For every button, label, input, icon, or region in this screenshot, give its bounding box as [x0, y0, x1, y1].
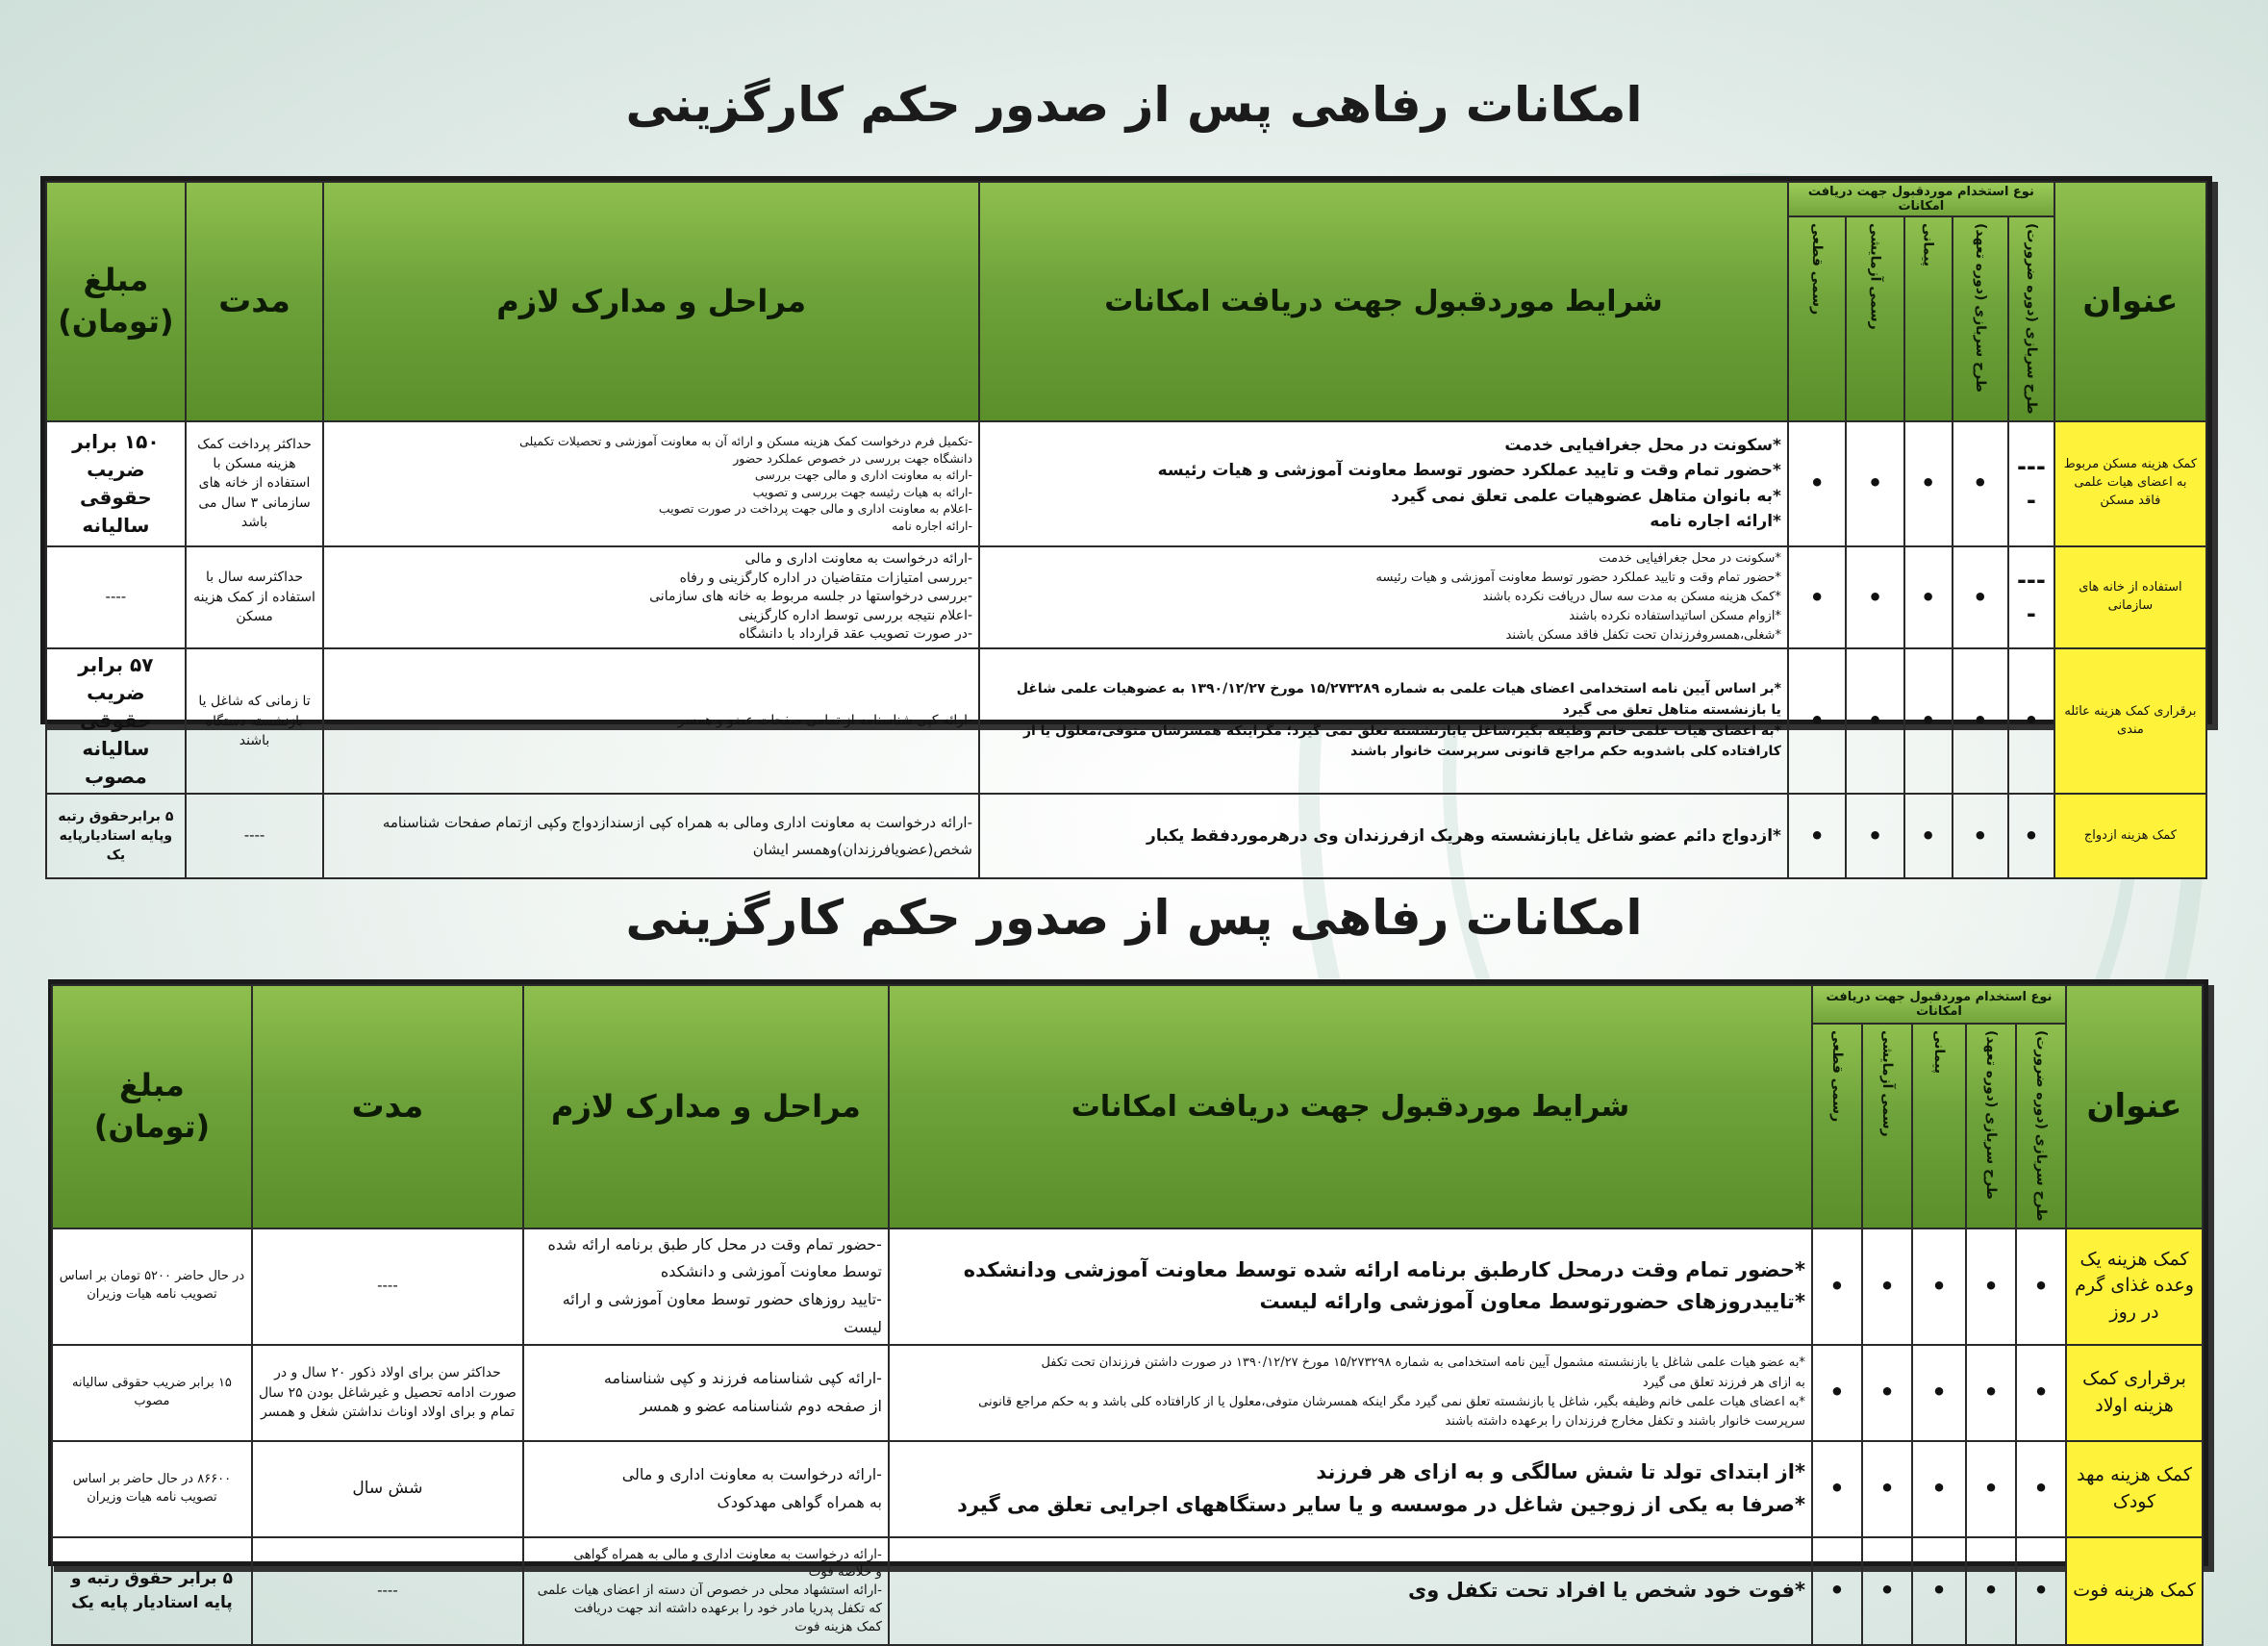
stage-line: -تکمیل فرم درخواست کمک هزینه مسکن و ارائه آن به معاونت آموزشی و تحصیلات تکمیلی — [519, 434, 973, 449]
condition-line: *بر اساس آیین نامه استخدامی اعضای هیات علمی به شماره ۱۵/۲۷۳۲۸۹ مورخ ۱۳۹۰/۱۲/۲۷ به عضوهیات علمی شاغل — [1016, 681, 1781, 697]
condition-line: *شغلی،همسروفرزندان تحت تکفل فاقد مسکن باشند — [1505, 628, 1781, 644]
row-stages — [523, 1345, 889, 1441]
header-amount: مبلغ (تومان) — [46, 182, 186, 421]
row-conditions — [979, 648, 1788, 794]
stage-line: -ارائه کپی شناسنامه از تمامی صفحات عضو و همسر — [677, 712, 973, 728]
row-mark: • — [1862, 1228, 1912, 1345]
welfare-table-1 — [40, 176, 2212, 864]
header-conditions: شرایط موردقبول جهت دریافت امکانات — [889, 985, 1812, 1228]
header-type-permanent: رسمی قطعی — [1788, 216, 1846, 421]
stage-line: و خلاصه فوت — [808, 1564, 882, 1581]
row-title: استفاده از خانه های سازمانی — [2054, 546, 2206, 649]
stage-line: -بررسی درخواستها در جلسه مربوط به خانه های سازمانی — [649, 589, 973, 605]
row-mark: • — [1812, 1537, 1862, 1645]
row-stages — [523, 1228, 889, 1345]
row-stages — [323, 794, 979, 878]
row-mark: • — [1788, 421, 1846, 546]
row-mark: • — [1862, 1441, 1912, 1537]
header-type-conscription-commitment: طرح سربازی (دوره تعهد) — [1953, 216, 2008, 421]
row-mark: • — [1912, 1345, 1966, 1441]
header-type-conscription-service: طرح سربازی (دوره ضرورت) — [2008, 216, 2054, 421]
row-mark: • — [1904, 546, 1953, 649]
row-conditions — [979, 794, 1788, 878]
condition-line: *از ابتدای تولد تا شش سالگی و به ازای هر فرزند — [1316, 1460, 1805, 1484]
header-type-permanent: رسمی قطعی — [1812, 1024, 1862, 1228]
row-mark: • — [1862, 1345, 1912, 1441]
row-mark: • — [1966, 1441, 2016, 1537]
header-title: عنوان — [2066, 985, 2203, 1228]
row-mark: • — [1846, 546, 1903, 649]
condition-line: *حضور تمام وقت درمحل کارطبق برنامه ارائه شده توسط معاونت آموزشی ودانشکده — [963, 1257, 1805, 1281]
row-conditions — [889, 1441, 1812, 1537]
row-title: کمک هزینه یک وعده غذای گرم در روز — [2066, 1228, 2203, 1345]
row-mark: • — [1912, 1537, 1966, 1645]
row-mark: • — [1812, 1345, 1862, 1441]
stage-line: -در صورت تصویب عقد قرارداد با دانشگاه — [739, 626, 973, 643]
row-mark: • — [1812, 1441, 1862, 1537]
section-1-title: امکانات رفاهی پس از صدور حکم کارگزینی — [625, 77, 1643, 133]
stage-line: -تایید روزهای حضور توسط معاون آموزشی و ارائه لیست — [562, 1290, 882, 1336]
stage-line: به همراه گواهی مهدکودک — [717, 1492, 882, 1511]
row-amount: ---- — [46, 546, 186, 649]
row-mark: • — [1912, 1228, 1966, 1345]
row-mark: • — [2008, 794, 2054, 878]
table-row — [46, 794, 2206, 878]
row-conditions — [889, 1345, 1812, 1441]
stage-line: -ارائه درخواست به معاونت اداری و مالی — [621, 1464, 882, 1483]
condition-line: *صرفا به یکی از زوجین شاغل در موسسه و یا سایر دستگاههای اجرایی تعلق می گیرد — [957, 1492, 1805, 1516]
condition-line: سرپرست خانوار باشند و تکفل مخارج فرزندان را برعهده داشته باشند — [1445, 1413, 1805, 1429]
row-mark: • — [1904, 794, 1953, 878]
row-mark: • — [1788, 794, 1846, 878]
table-row — [52, 1441, 2203, 1537]
row-duration: تا زمانی که شاغل یا بازنشسته دستگاه باشند — [186, 648, 324, 794]
row-mark: • — [1966, 1345, 2016, 1441]
row-mark: ---- — [2008, 421, 2054, 546]
condition-line: *به اعضای هیات علمی خانم وظیفه بگیر،شاغل یابازنشسته تعلق نمی گیرد؛ مگراینکه همسرشان متوفی،معلول یا از — [1022, 722, 1781, 739]
row-amount: ۱۵۰ برابر ضریب حقوقی سالیانه — [46, 421, 186, 546]
stage-line: شخص(عضویافرزندان)وهمسر ایشان — [752, 841, 973, 859]
row-mark: • — [2008, 648, 2054, 794]
table-row — [52, 1228, 2203, 1345]
table-row — [52, 1345, 2203, 1441]
row-stages — [323, 421, 979, 546]
row-mark: • — [1846, 794, 1903, 878]
row-mark: • — [1953, 421, 2008, 546]
row-amount: ۵۷ برابر ضریب حقوقی سالیانه مصوب — [46, 648, 186, 794]
row-conditions — [889, 1228, 1812, 1345]
stage-line: از صفحه دوم شناسنامه عضو و همسر — [640, 1396, 882, 1415]
header-employment-group: نوع استخدام موردقبول جهت دریافت امکانات — [1812, 985, 2066, 1024]
row-mark: • — [1788, 546, 1846, 649]
row-title: برقراری کمک هزینه عائله مندی — [2054, 648, 2206, 794]
row-mark: • — [1812, 1228, 1862, 1345]
row-title: کمک هزینه فوت — [2066, 1537, 2203, 1645]
row-mark: • — [1953, 546, 2008, 649]
condition-line: یا بازنشسته متاهل تعلق می گیرد — [1562, 702, 1781, 719]
row-amount: ۸۶۶۰۰ در حال حاضر بر اساس تصویب نامه هیات وزیران — [52, 1441, 252, 1537]
row-conditions — [889, 1537, 1812, 1645]
condition-line: *به عضو هیات علمی شاغل یا بازنشسته مشمول آیین نامه استخدامی به شماره ۱۵/۲۷۳۲۹۸ مورخ ۱۳۹۰/۱۲/۲۷ در صورت داشتن فرزندان تحت تکفل — [1041, 1355, 1805, 1371]
condition-line: *سکونت در محل جغرافیایی خدمت — [1599, 550, 1781, 566]
row-mark: • — [1912, 1441, 1966, 1537]
row-mark: • — [1862, 1537, 1912, 1645]
stage-line: -ارائه اجاره نامه — [892, 518, 973, 533]
condition-line: کارافتاده کلی باشدوبه حکم مراجع قانونی سرپرست خانوار باشند — [1349, 744, 1781, 760]
row-mark: • — [1904, 648, 1953, 794]
row-duration: حداکثرسه سال با استفاده از کمک هزینه مسکن — [186, 546, 324, 649]
stage-line: -ارائه کپی شناسنامه فرزند و کپی شناسنامه — [603, 1368, 882, 1387]
header-type-probationary: رسمی آزمایشی — [1846, 216, 1903, 421]
table-row — [46, 421, 2206, 546]
header-title: عنوان — [2054, 182, 2206, 421]
row-stages — [523, 1537, 889, 1645]
row-duration: ---- — [186, 794, 324, 878]
row-title: کمک هزینه مسکن مربوط به اعضای هیات علمی فاقد مسکن — [2054, 421, 2206, 546]
stage-line: توسط معاونت آموزشی و دانشکده — [660, 1262, 882, 1281]
row-title: برقراری کمک هزینه اولاد — [2066, 1345, 2203, 1441]
welfare-table-2 — [48, 979, 2208, 1635]
stage-line: -بررسی امتیازات متقاضیان در اداره کارگزینی و رفاه — [679, 570, 973, 586]
row-duration: حداکثر سن برای اولاد ذکور ۲۰ سال و در صورت ادامه تحصیل و غیرشاغل بودن ۲۵ سال تمام و برای اولاد اوناث نداشتن شغل و همسر — [252, 1345, 523, 1441]
row-conditions — [979, 421, 1788, 546]
header-conditions: شرایط موردقبول جهت دریافت امکانات — [979, 182, 1788, 421]
header-stages: مراحل و مدارک لازم — [323, 182, 979, 421]
header-type-conscription-commitment: طرح سربازی (دوره تعهد) — [1966, 1024, 2016, 1228]
header-type-contractual: پیمانی — [1904, 216, 1953, 421]
row-mark: • — [1953, 794, 2008, 878]
stage-line: که تکفل پدریا مادر خود را برعهده داشته اند جهت دریافت — [573, 1601, 882, 1617]
table-row — [46, 546, 2206, 649]
row-title: کمک هزینه مهد کودک — [2066, 1441, 2203, 1537]
section-2-title: امکانات رفاهی پس از صدور حکم کارگزینی — [625, 890, 1643, 946]
row-mark: • — [2016, 1441, 2066, 1537]
row-mark: • — [2016, 1537, 2066, 1645]
row-stages — [523, 1441, 889, 1537]
row-mark: • — [1953, 648, 2008, 794]
row-duration: شش سال — [252, 1441, 523, 1537]
row-duration: ---- — [252, 1228, 523, 1345]
header-duration: مدت — [186, 182, 324, 421]
stage-line: -ارائه به معاونت اداری و مالی جهت بررسی — [754, 468, 973, 483]
row-mark: • — [1788, 648, 1846, 794]
row-duration: ---- — [252, 1537, 523, 1645]
row-mark: • — [1904, 421, 1953, 546]
header-type-contractual: پیمانی — [1912, 1024, 1966, 1228]
table-row — [46, 648, 2206, 794]
row-stages — [323, 648, 979, 794]
condition-line: *ازدواج دائم عضو شاغل یابازنشسته وهریک ازفرزندان وی درهرموردفقط یکبار — [1147, 826, 1781, 847]
condition-line: *کمک هزینه مسکن به مدت سه سال دریافت نکرده باشند — [1482, 589, 1781, 604]
condition-line: *فوت خود شخص یا افراد تحت تکفل وی — [1407, 1578, 1805, 1602]
condition-line: *ازوام مسکن اساتیداستفاده نکرده باشند — [1569, 609, 1781, 623]
header-type-conscription-service: طرح سربازی (دوره ضرورت) — [2016, 1024, 2066, 1228]
condition-line: *سکونت در محل جغرافیایی خدمت — [1504, 435, 1781, 455]
stage-line: -ارائه درخواست به معاونت اداری و مالی به همراه گواهی — [573, 1546, 882, 1562]
row-mark: ---- — [2008, 546, 2054, 649]
row-duration: حداکثر پرداخت کمک هزینه مسکن با استفاده از خانه های سازمانی ۳ سال می باشد — [186, 421, 324, 546]
stage-line: -اعلام به معاونت اداری و مالی جهت پرداخت در صورت تصویب — [658, 501, 973, 517]
stage-line: -اعلام نتیجه بررسی توسط اداره کارگزینی — [738, 607, 973, 623]
header-stages: مراحل و مدارک لازم — [523, 985, 889, 1228]
stage-line: -حضور تمام وقت در محل کار طبق برنامه ارائه شده — [547, 1234, 882, 1253]
condition-line: *به اعضای هیات علمی خانم وظیفه بگیر، شاغل یا بازنشسته تعلق نمی گیرد مگر اینکه همسرشان متوفی،معلول یا از کارافتاده کلی باشد و به حکم مراجع قانونی — [978, 1394, 1805, 1409]
condition-line: *تاییدروزهای حضورتوسط معاون آموزشی وارائه لیست — [1259, 1290, 1805, 1314]
row-mark: • — [1966, 1228, 2016, 1345]
row-amount: ۱۵ برابر ضریب حقوقی سالیانه مصوب — [52, 1345, 252, 1441]
header-amount: مبلغ (تومان) — [52, 985, 252, 1228]
row-mark: • — [2016, 1228, 2066, 1345]
header-duration: مدت — [252, 985, 523, 1228]
row-mark: • — [1966, 1537, 2016, 1645]
stage-line: کمک هزینه فوت — [794, 1619, 882, 1635]
condition-line: *حضور تمام وقت و تایید عملکرد حضور توسط معاونت آموزشی و هیات رئیسه — [1157, 461, 1781, 481]
row-amount: ۵ برابرحقوق رتبه وپایه استادیارپایه یک — [46, 794, 186, 878]
stage-line: -ارائه استشهاد محلی در خصوص آن دسته از اعضای هیات علمی — [537, 1583, 882, 1599]
stage-line: دانشگاه جهت بررسی در خصوص عملکرد حضور — [733, 450, 973, 466]
row-title: کمک هزینه ازدواج — [2054, 794, 2206, 878]
row-mark: • — [1846, 648, 1903, 794]
row-mark: • — [2016, 1345, 2066, 1441]
condition-line: *حضور تمام وقت و تایید عملکرد حضور توسط معاونت آموزشی و هیات رئیسه — [1375, 570, 1781, 585]
header-employment-group: نوع استخدام موردقبول جهت دریافت امکانات — [1788, 182, 2054, 216]
row-conditions — [979, 546, 1788, 649]
condition-line: *به بانوان متاهل عضوهیات علمی تعلق نمی گیرد — [1391, 486, 1781, 506]
header-type-probationary: رسمی آزمایشی — [1862, 1024, 1912, 1228]
row-stages — [323, 546, 979, 649]
condition-line: *ارائه اجاره نامه — [1650, 511, 1781, 531]
table-row — [52, 1537, 2203, 1645]
stage-line: -ارائه درخواست به معاونت اداری ومالی به همراه کپی ازسندازدواج وکپی ازتمام صفحات شناسنامه — [382, 813, 973, 831]
condition-line: به ازای هر فرزند تعلق می گیرد — [1642, 1375, 1805, 1390]
row-mark: • — [1846, 421, 1903, 546]
row-amount: در حال حاضر ۵۲۰۰ تومان بر اساس تصویب نامه هیات وزیران — [52, 1228, 252, 1345]
row-amount: ۵ برابر حقوق رتبه و پایه استادیار پایه یک — [52, 1537, 252, 1645]
stage-line: -ارائه به هیات رئیسه جهت بررسی و تصویب — [752, 484, 973, 499]
stage-line: -ارائه درخواست به معاونت اداری و مالی — [744, 550, 973, 567]
